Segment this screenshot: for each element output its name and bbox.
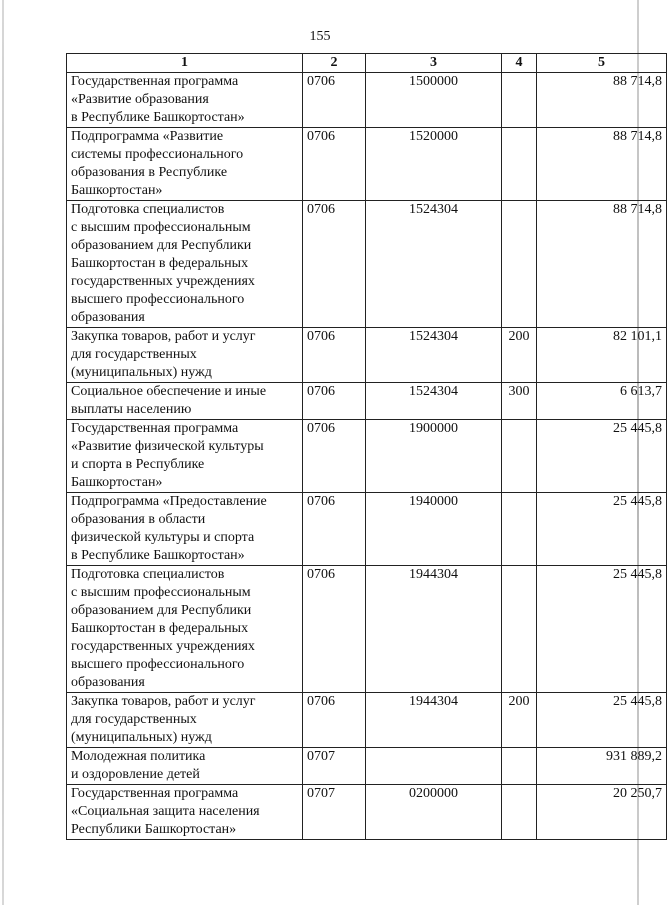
header-col-5: 5 xyxy=(537,54,667,73)
item-name-cell xyxy=(67,128,303,201)
target-article-cell: 1524304 xyxy=(366,201,502,328)
item-name-cell xyxy=(67,420,303,493)
item-name-line: Закупка товаров, работ и услуг xyxy=(71,329,256,344)
item-name-cell xyxy=(67,566,303,693)
item-name-line: для государственных xyxy=(71,712,197,727)
item-name-line: системы профессионального xyxy=(71,147,244,162)
expense-type-cell: 200 xyxy=(502,693,537,748)
item-name-line: Башкортостан» xyxy=(71,183,163,198)
item-name-line: Молодежная политика xyxy=(71,749,206,764)
amount-cell: 82 101,1 xyxy=(537,328,667,383)
amount-cell: 6 613,7 xyxy=(537,383,667,420)
target-article-cell: 1940000 xyxy=(366,493,502,566)
item-name-line: Башкортостан» xyxy=(71,475,163,490)
header-col-3: 3 xyxy=(366,54,502,73)
item-name-cell xyxy=(67,328,303,383)
header-col-4: 4 xyxy=(502,54,537,73)
target-article-cell: 1900000 xyxy=(366,420,502,493)
section-code-cell: 0706 xyxy=(303,383,366,420)
item-name-line: в Республике Башкортостан» xyxy=(71,548,245,563)
item-name-line: Социальное обеспечение и иные xyxy=(71,384,267,399)
item-name-line: Подготовка специалистов xyxy=(71,567,225,582)
item-name-line: образования в области xyxy=(71,512,206,527)
table-row xyxy=(67,383,667,420)
amount-cell: 931 889,2 xyxy=(537,748,667,785)
item-name-line: государственных учреждениях xyxy=(71,639,255,654)
item-name-line: Государственная программа xyxy=(71,786,239,801)
table-row xyxy=(67,201,667,328)
item-name-line: высшего профессионального xyxy=(71,657,245,672)
section-code-cell: 0706 xyxy=(303,420,366,493)
item-name-line: и оздоровление детей xyxy=(71,767,200,782)
item-name-line: Государственная программа xyxy=(71,74,239,89)
expense-type-cell: 200 xyxy=(502,328,537,383)
section-code-cell: 0706 xyxy=(303,328,366,383)
table-body xyxy=(67,73,667,840)
item-name-cell xyxy=(67,73,303,128)
scan-left-edge xyxy=(2,0,4,905)
item-name-cell xyxy=(67,201,303,328)
target-article-cell: 1944304 xyxy=(366,566,502,693)
amount-cell: 88 714,8 xyxy=(537,201,667,328)
expense-type-cell xyxy=(502,748,537,785)
header-col-2: 2 xyxy=(303,54,366,73)
section-code-cell: 0706 xyxy=(303,566,366,693)
header-row xyxy=(67,54,667,73)
item-name-line: Подпрограмма «Предоставление xyxy=(71,494,267,509)
item-name-line: с высшим профессиональным xyxy=(71,585,251,600)
expense-type-cell xyxy=(502,785,537,840)
target-article-cell: 1524304 xyxy=(366,328,502,383)
table-row xyxy=(67,328,667,383)
item-name-line: Республики Башкортостан» xyxy=(71,822,237,837)
expense-type-cell xyxy=(502,128,537,201)
item-name-line: физической культуры и спорта xyxy=(71,530,255,545)
table-row xyxy=(67,693,667,748)
item-name-cell xyxy=(67,383,303,420)
item-name-line: для государственных xyxy=(71,347,197,362)
table-header xyxy=(67,54,667,73)
table-row xyxy=(67,493,667,566)
target-article-cell: 1500000 xyxy=(366,73,502,128)
target-article-cell: 1520000 xyxy=(366,128,502,201)
item-name-line: «Развитие образования xyxy=(71,92,209,107)
item-name-line: (муниципальных) нужд xyxy=(71,365,212,380)
item-name-line: (муниципальных) нужд xyxy=(71,730,212,745)
item-name-line: Закупка товаров, работ и услуг xyxy=(71,694,256,709)
target-article-cell: 1944304 xyxy=(366,693,502,748)
budget-table xyxy=(66,53,667,840)
item-name-line: Башкортостан в федеральных xyxy=(71,256,249,271)
item-name-cell xyxy=(67,693,303,748)
item-name-line: Башкортостан в федеральных xyxy=(71,621,249,636)
section-code-cell: 0706 xyxy=(303,73,366,128)
item-name-line: с высшим профессиональным xyxy=(71,220,251,235)
item-name-line: образования xyxy=(71,310,145,325)
target-article-cell: 0200000 xyxy=(366,785,502,840)
amount-cell: 88 714,8 xyxy=(537,73,667,128)
section-code-cell: 0706 xyxy=(303,128,366,201)
item-name-line: Подпрограмма «Развитие xyxy=(71,129,224,144)
expense-type-cell xyxy=(502,493,537,566)
header-col-1: 1 xyxy=(67,54,303,73)
table-row xyxy=(67,785,667,840)
expense-type-cell xyxy=(502,420,537,493)
item-name-line: в Республике Башкортостан» xyxy=(71,110,245,125)
amount-cell: 25 445,8 xyxy=(537,493,667,566)
target-article-cell xyxy=(366,748,502,785)
table-row xyxy=(67,73,667,128)
item-name-line: «Социальная защита населения xyxy=(71,804,260,819)
item-name-line: образования в Республике xyxy=(71,165,228,180)
table-row xyxy=(67,748,667,785)
item-name-cell xyxy=(67,748,303,785)
item-name-line: образования xyxy=(71,675,145,690)
item-name-line: выплаты населению xyxy=(71,402,192,417)
item-name-line: высшего профессионального xyxy=(71,292,245,307)
item-name-line: образованием для Республики xyxy=(71,238,252,253)
section-code-cell: 0706 xyxy=(303,693,366,748)
item-name-cell xyxy=(67,785,303,840)
item-name-cell xyxy=(67,493,303,566)
expense-type-cell xyxy=(502,73,537,128)
section-code-cell: 0706 xyxy=(303,201,366,328)
item-name-line: государственных учреждениях xyxy=(71,274,255,289)
expense-type-cell xyxy=(502,566,537,693)
item-name-line: Государственная программа xyxy=(71,421,239,436)
table-row xyxy=(67,420,667,493)
section-code-cell: 0707 xyxy=(303,748,366,785)
section-code-cell: 0707 xyxy=(303,785,366,840)
amount-cell: 25 445,8 xyxy=(537,420,667,493)
amount-cell: 20 250,7 xyxy=(537,785,667,840)
item-name-line: «Развитие физической культуры xyxy=(71,439,264,454)
item-name-line: образованием для Республики xyxy=(71,603,252,618)
page-number: 155 xyxy=(309,29,331,44)
target-article-cell: 1524304 xyxy=(366,383,502,420)
amount-cell: 25 445,8 xyxy=(537,693,667,748)
expense-type-cell xyxy=(502,201,537,328)
expense-type-cell: 300 xyxy=(502,383,537,420)
item-name-line: и спорта в Республике xyxy=(71,457,205,472)
amount-cell: 88 714,8 xyxy=(537,128,667,201)
table-row xyxy=(67,566,667,693)
table-row xyxy=(67,128,667,201)
section-code-cell: 0706 xyxy=(303,493,366,566)
amount-cell: 25 445,8 xyxy=(537,566,667,693)
item-name-line: Подготовка специалистов xyxy=(71,202,225,217)
